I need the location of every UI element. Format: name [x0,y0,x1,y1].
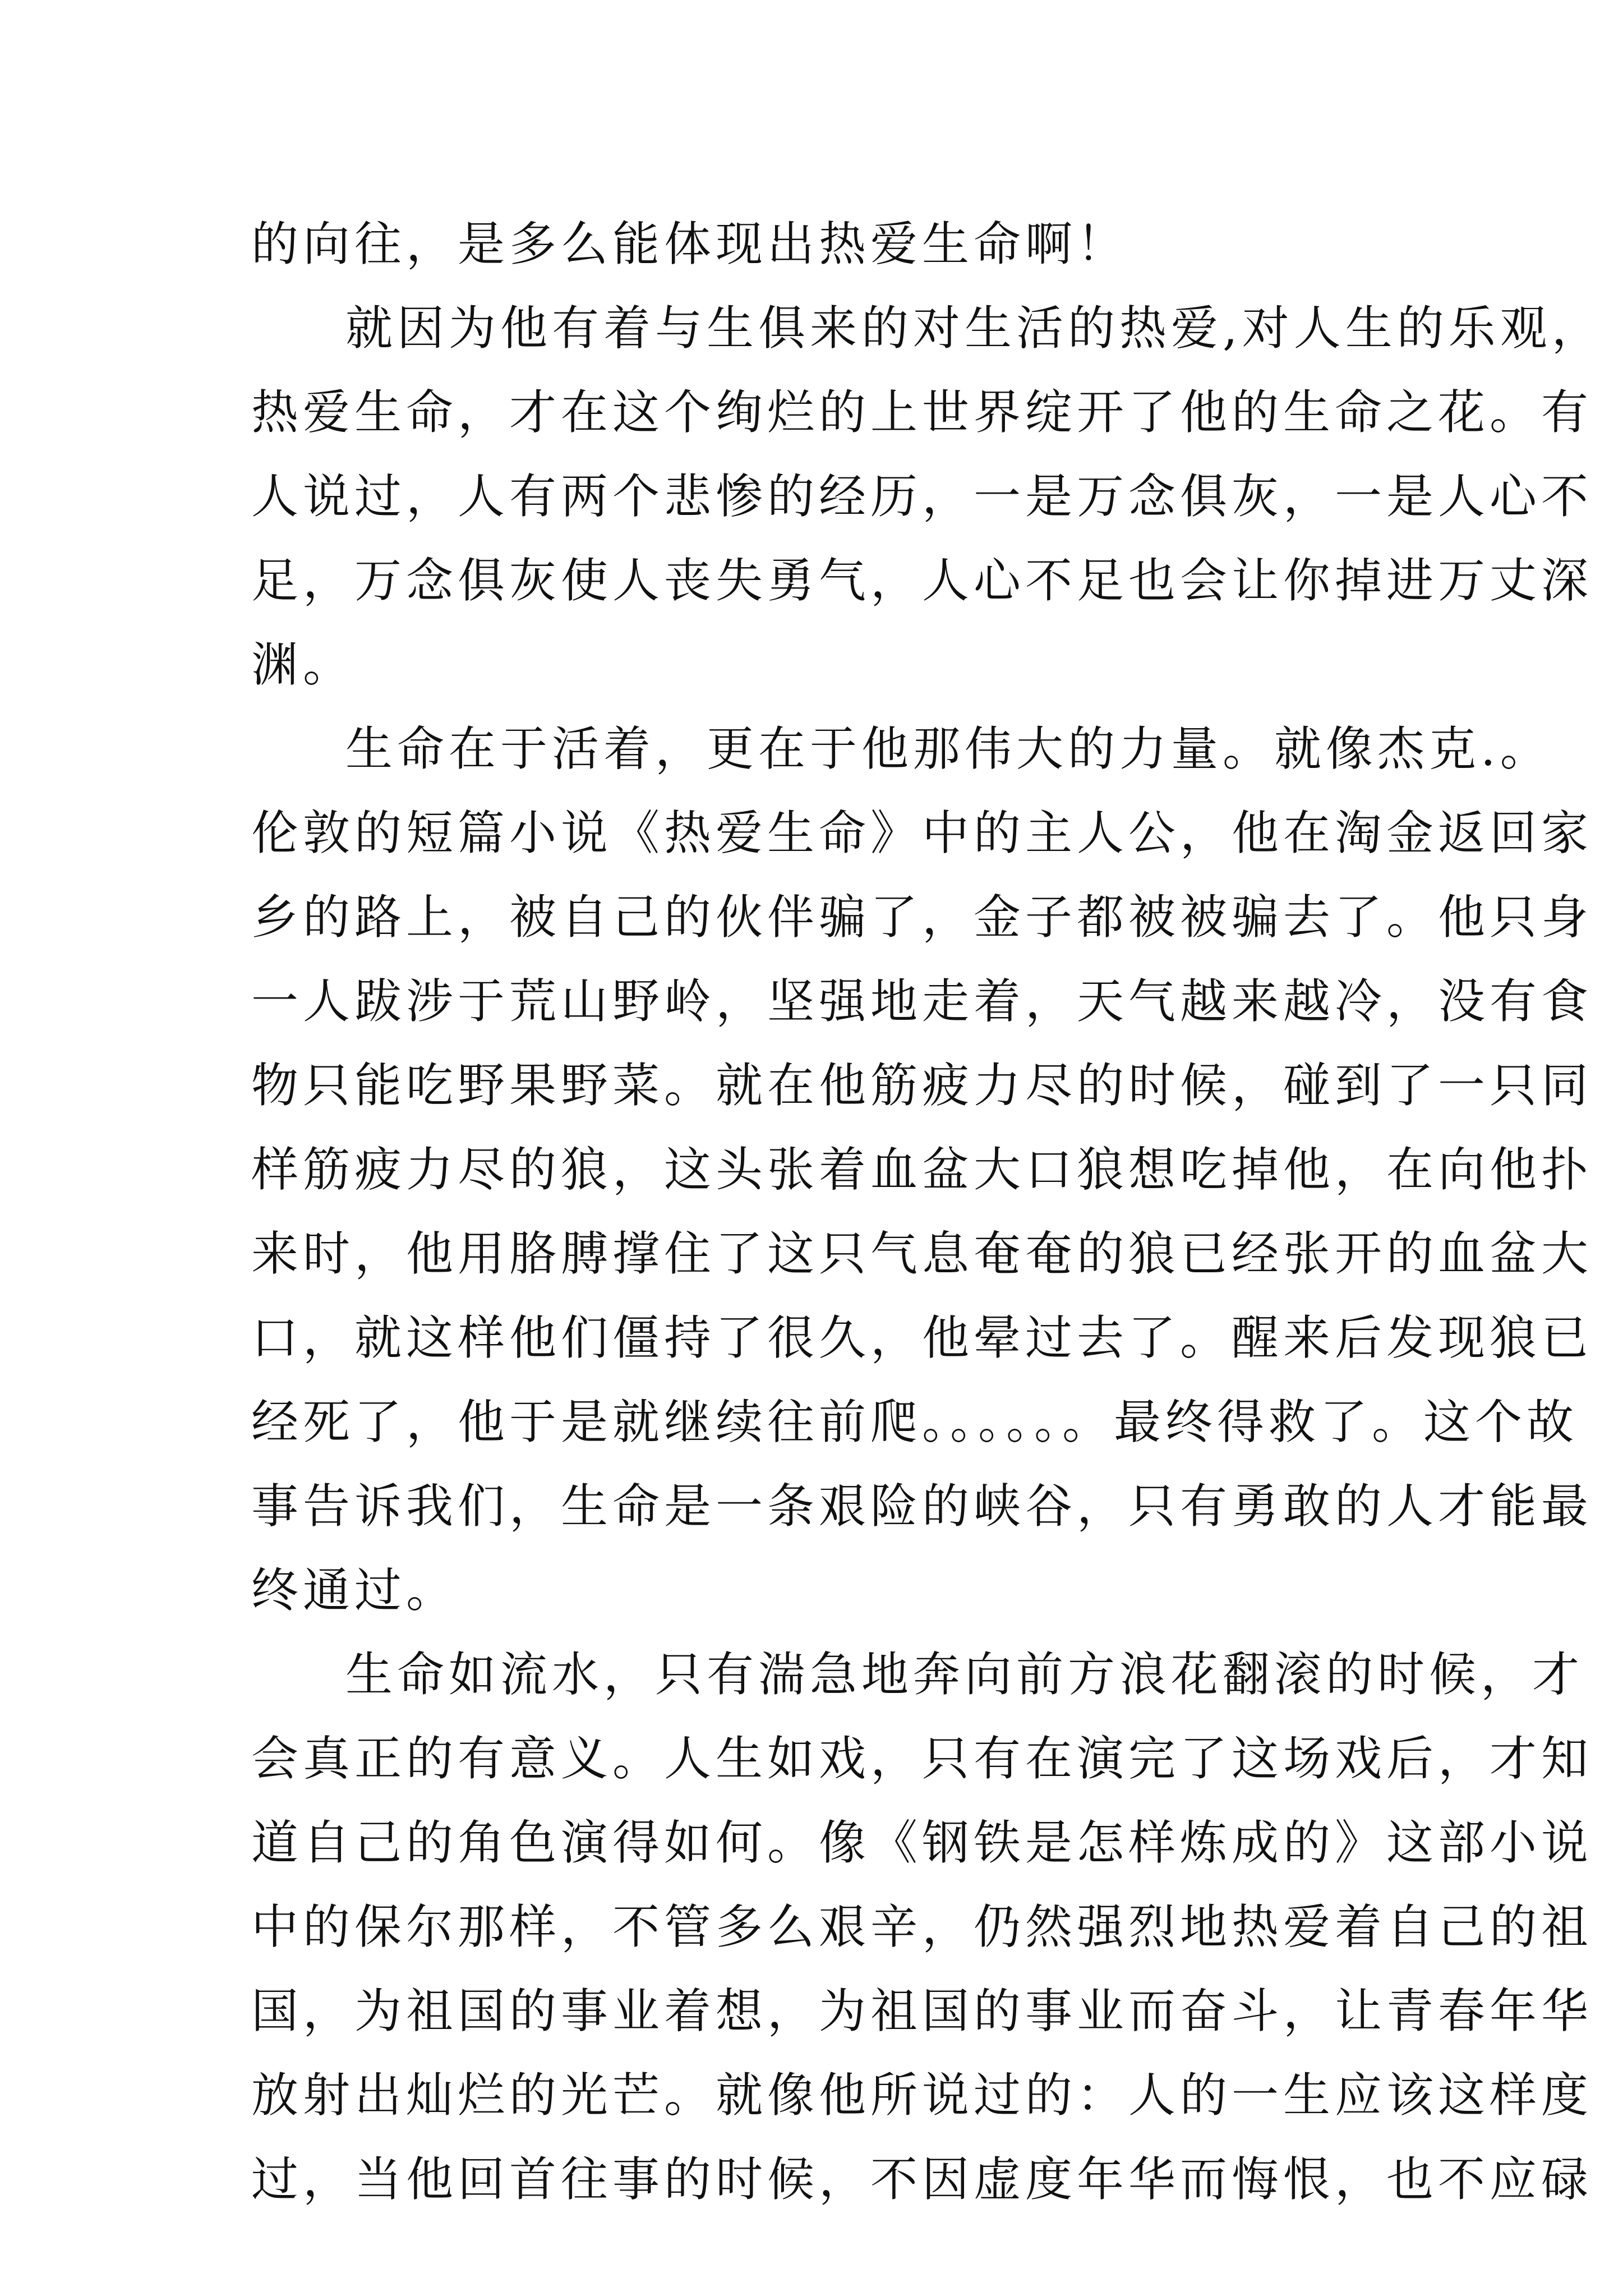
text-line: 足，万念俱灰使人丧失勇气，人心不足也会让你掉进万丈深 [251,553,1593,608]
paragraph [251,202,1401,286]
text-line: 来时，他用胳膊撑住了这只气息奄奄的狼已经张开的血盆大 [251,1226,1593,1281]
text-line: 生命如流水，只有湍急地奔向前方浪花翻滚的时候，才 [345,1647,1584,1702]
text-line: 人说过，人有两个悲惨的经历，一是万念俱灰，一是人心不 [251,469,1593,524]
text-line: 伦敦的短篇小说《热爱生命》中的主人公，他在淘金返回家 [251,806,1593,861]
text-line: 道自己的角色演得如何。像《钢铁是怎样炼成的》这部小说 [251,1815,1593,1870]
text-line: 生命在于活着，更在于他那伟大的力量。就像杰克.。 [345,721,1552,776]
text-line: 一人跋涉于荒山野岭，坚强地走着，天气越来越冷，没有食 [251,974,1593,1029]
text-line: 口，就这样他们僵持了很久，他晕过去了。醒来后发现狼已 [251,1310,1593,1365]
text-line: 乡的路上，被自己的伙伴骗了，金子都被被骗去了。他只身 [251,890,1593,945]
text-line: 事告诉我们，生命是一条艰险的峡谷，只有勇敢的人才能最 [251,1479,1593,1534]
text-line: 放射出灿烂的光芒。就像他所说过的：人的一生应该这样度 [251,2068,1593,2123]
text-line: 的向往，是多么能体现出热爱生命啊！ [251,217,1129,272]
paragraph [251,707,1593,1632]
text-line: 过，当他回首往事的时候，不因虚度年华而悔恨，也不应碌 [251,2152,1593,2207]
paragraph [251,1632,1593,2221]
paragraph [251,286,1603,707]
text-line: 终通过。 [251,1563,458,1618]
text-line: 热爱生命，才在这个绚烂的上世界绽开了他的生命之花。有 [251,385,1593,440]
text-line: 国，为祖国的事业着想，为祖国的事业而奋斗，让青春年华 [251,1984,1593,2039]
text-line: 渊。 [251,637,355,692]
text-line: 会真正的有意义。人生如戏，只有在演完了这场戏后，才知 [251,1731,1593,1786]
text-line: 物只能吃野果野菜。就在他筋疲力尽的时候，碰到了一只同 [251,1058,1593,1113]
text-line: 样筋疲力尽的狼，这头张着血盆大口狼想吃掉他，在向他扑 [251,1142,1593,1197]
text-line: 就因为他有着与生俱来的对生活的热爱,对人生的乐观， [345,301,1603,356]
text-line: 经死了，他于是就继续往前爬。。。。。。最终得救了。这个故 [251,1395,1579,1450]
essay-body [251,202,1603,2221]
text-line: 中的保尔那样，不管多么艰辛，仍然强烈地热爱着自己的祖 [251,1899,1593,1954]
